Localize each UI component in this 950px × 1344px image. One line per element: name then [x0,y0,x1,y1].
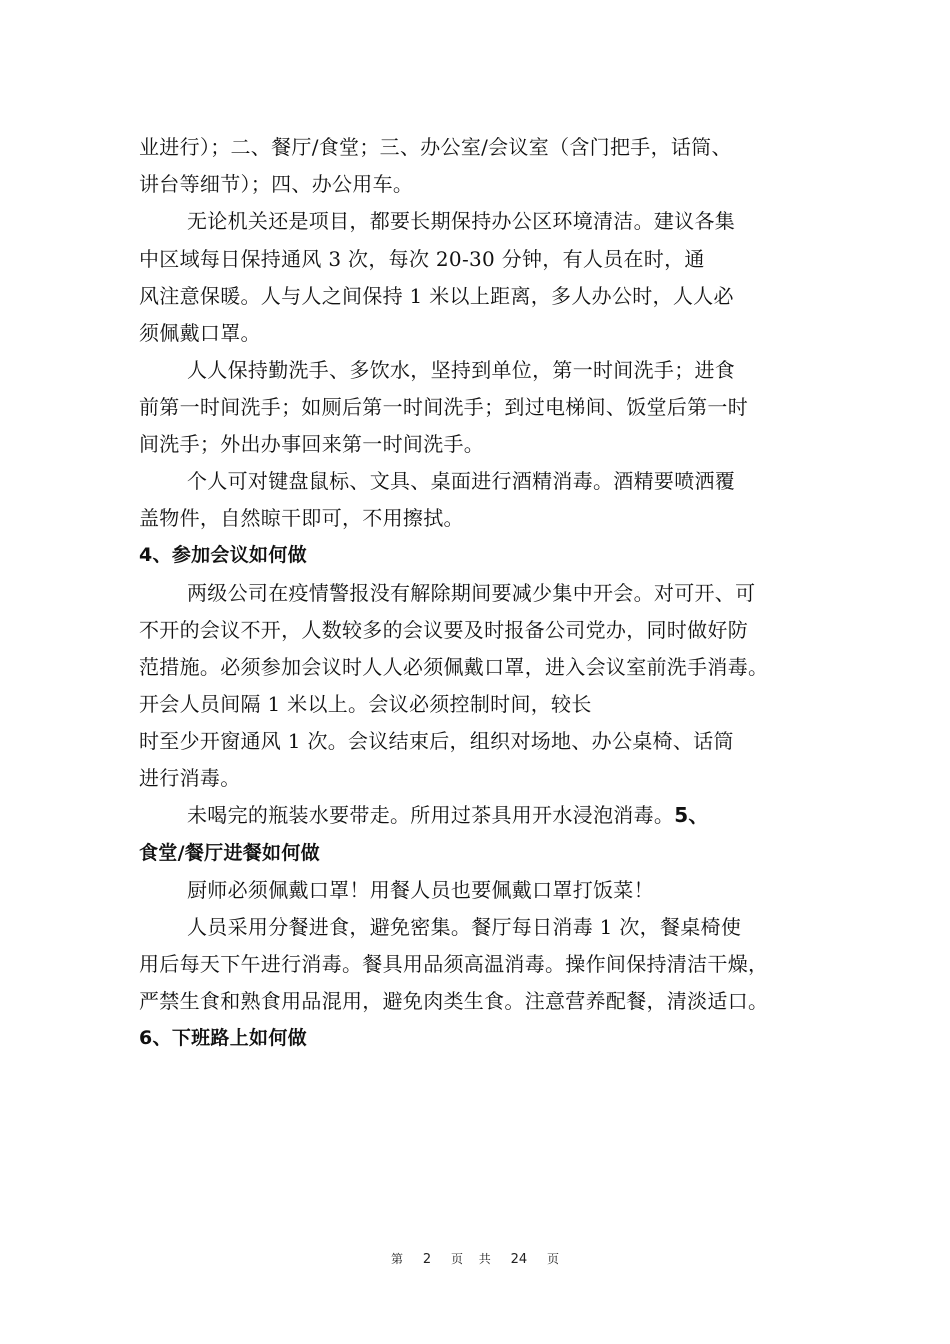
paragraph-text: 未喝完的瓶装水要带走。所用过茶具用开水浸泡消毒。 [187,803,675,827]
paragraph-line: 间洗手；外出办事回来第一时间洗手。 [139,432,485,456]
footer-label-ye: 页 [450,1252,463,1266]
paragraph-line: 不开的会议不开，人数较多的会议要及时报备公司党办，同时做好防 [139,618,748,642]
footer-label-gong: 共 [478,1252,491,1266]
paragraph-line: 盖物件，自然晾干即可，不用擦拭。 [139,506,464,530]
paragraph-line: 讲台等细节）；四、办公用车。 [139,172,414,196]
section-number-inline: 5、 [674,803,709,827]
paragraph-line [187,802,709,828]
total-pages: 24 [510,1252,528,1267]
paragraph-line: 个人可对键盘鼠标、文具、桌面进行酒精消毒。酒精要喷洒覆 [187,469,736,493]
paragraph-line: 前第一时间洗手；如厕后第一时间洗手；到过电梯间、饭堂后第一时 [139,395,748,419]
paragraph-line: 开会人员间隔 1 米以上。会议必须控制时间，较长 [139,692,592,716]
page-number: 2 [422,1252,432,1267]
paragraph-line: 无论机关还是项目，都要长期保持办公区环境清洁。建议各集 [187,209,736,233]
paragraph-line: 两级公司在疫情警报没有解除期间要减少集中开会。对可开、可 [187,581,756,605]
section-heading-canteen: 食堂/餐厅进餐如何做 [139,842,320,864]
paragraph-line: 须佩戴口罩。 [139,321,261,345]
paragraph-line: 严禁生食和熟食用品混用，避免肉类生食。注意营养配餐，清淡适口。 [139,989,769,1013]
paragraph-line: 人员采用分餐进食，避免密集。餐厅每日消毒 1 次，餐桌椅使 [187,915,742,939]
paragraph-line: 进行消毒。 [139,766,241,790]
paragraph-line: 风注意保暖。人与人之间保持 1 米以上距离，多人办公时，人人必 [139,284,734,308]
section-heading-meeting: 4、参加会议如何做 [139,544,307,566]
paragraph-line: 厨师必须佩戴口罩！用餐人员也要佩戴口罩打饭菜！ [187,878,654,902]
section-heading-commute: 6、下班路上如何做 [139,1027,307,1049]
paragraph-line: 范措施。必须参加会议时人人必须佩戴口罩，进入会议室前洗手消毒。 [139,655,769,679]
footer-label-ye2: 页 [547,1252,560,1266]
paragraph-line: 用后每天下午进行消毒。餐具用品须高温消毒。操作间保持清洁干燥， [139,952,769,976]
paragraph-line: 中区域每日保持通风 3 次，每次 20-30 分钟，有人员在时，通 [139,247,705,271]
paragraph-line: 人人保持勤洗手、多饮水，坚持到单位，第一时间洗手；进食 [187,358,736,382]
footer-label-di: 第 [390,1252,403,1266]
paragraph-line: 时至少开窗通风 1 次。会议结束后，组织对场地、办公桌椅、话筒 [139,729,734,753]
paragraph-line: 业进行）；二、餐厅/食堂；三、办公室/会议室（含门把手，话筒、 [139,135,732,159]
page-footer [0,1251,950,1268]
